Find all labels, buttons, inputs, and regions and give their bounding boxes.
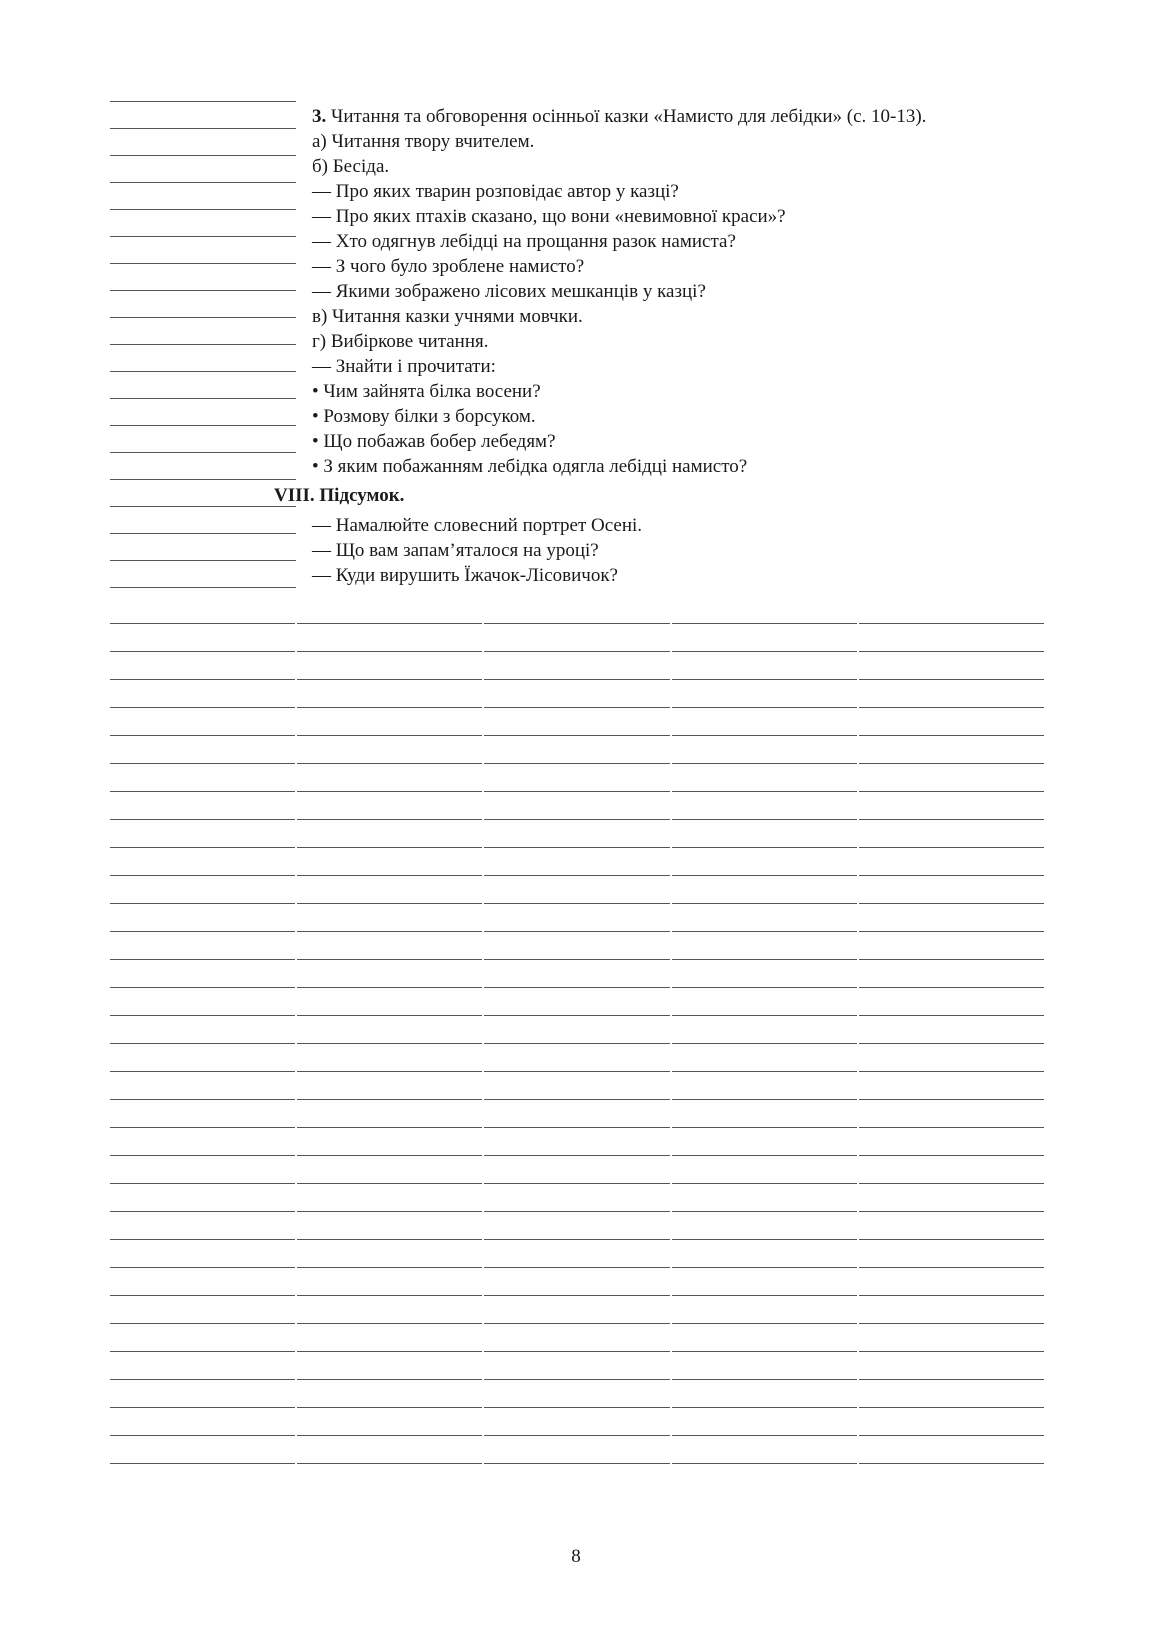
ruled-segment — [484, 875, 669, 876]
ruled-segment — [672, 1127, 857, 1128]
ruled-segment — [484, 791, 669, 792]
ruled-segment — [484, 903, 669, 904]
text-line: — З чого було зроблене намисто? — [312, 256, 585, 277]
ruled-segment — [672, 903, 857, 904]
ruled-segment — [484, 763, 669, 764]
ruled-segment — [672, 1435, 857, 1436]
ruled-segment — [484, 987, 669, 988]
ruled-segment — [297, 623, 482, 624]
ruled-segment — [859, 763, 1044, 764]
ruled-segment — [484, 1379, 669, 1380]
text-line: — Якими зображено лісових мешканців у казці? — [312, 281, 706, 302]
ruled-segment — [297, 903, 482, 904]
ruled-segment — [110, 959, 295, 960]
margin-rule — [110, 398, 296, 399]
margin-rule — [110, 263, 296, 264]
ruled-segment — [484, 1295, 669, 1296]
text-line: в) Читання казки учнями мовчки. — [312, 306, 583, 327]
ruled-segment — [297, 1295, 482, 1296]
ruled-segment — [297, 987, 482, 988]
ruled-segment — [297, 1435, 482, 1436]
ruled-segment — [484, 1435, 669, 1436]
ruled-segment — [672, 987, 857, 988]
ruled-segment — [672, 819, 857, 820]
ruled-segment — [110, 1407, 295, 1408]
ruled-segment — [110, 1099, 295, 1100]
ruled-segment — [110, 1155, 295, 1156]
margin-rule — [110, 317, 296, 318]
ruled-segment — [110, 651, 295, 652]
margin-rule — [110, 182, 296, 183]
ruled-segment — [110, 1379, 295, 1380]
ruled-segment — [859, 707, 1044, 708]
ruled-segment — [672, 1211, 857, 1212]
ruled-segment — [859, 1323, 1044, 1324]
ruled-line — [110, 1351, 1044, 1352]
ruled-segment — [859, 791, 1044, 792]
ruled-segment — [672, 931, 857, 932]
ruled-segment — [859, 1407, 1044, 1408]
ruled-segment — [859, 1267, 1044, 1268]
margin-rule — [110, 155, 296, 156]
ruled-segment — [859, 679, 1044, 680]
ruled-segment — [859, 735, 1044, 736]
ruled-segment — [110, 1183, 295, 1184]
ruled-segment — [297, 959, 482, 960]
ruled-line — [110, 1435, 1044, 1436]
ruled-line — [110, 875, 1044, 876]
ruled-segment — [859, 1435, 1044, 1436]
ruled-segment — [297, 1463, 482, 1464]
ruled-segment — [297, 707, 482, 708]
ruled-segment — [859, 875, 1044, 876]
ruled-segment — [859, 959, 1044, 960]
margin-notes-lines — [110, 101, 296, 614]
ruled-line — [110, 931, 1044, 932]
ruled-segment — [297, 791, 482, 792]
ruled-segment — [297, 1211, 482, 1212]
ruled-segment — [484, 1463, 669, 1464]
ruled-segment — [859, 1351, 1044, 1352]
ruled-segment — [297, 763, 482, 764]
margin-rule — [110, 236, 296, 237]
page-number: 8 — [571, 1546, 581, 1567]
ruled-segment — [110, 1071, 295, 1072]
ruled-segment — [297, 1183, 482, 1184]
ruled-segment — [297, 1239, 482, 1240]
ruled-segment — [859, 1015, 1044, 1016]
ruled-writing-area — [110, 623, 1044, 1491]
ruled-line — [110, 959, 1044, 960]
ruled-segment — [859, 987, 1044, 988]
ruled-line — [110, 651, 1044, 652]
ruled-segment — [859, 1071, 1044, 1072]
ruled-line — [110, 903, 1044, 904]
ruled-segment — [110, 1435, 295, 1436]
ruled-segment — [110, 819, 295, 820]
ruled-segment — [859, 1211, 1044, 1212]
ruled-segment — [110, 875, 295, 876]
text-line: — Про яких птахів сказано, що вони «невимовної краси»? — [312, 206, 786, 227]
ruled-segment — [859, 1379, 1044, 1380]
ruled-line — [110, 1295, 1044, 1296]
ruled-segment — [859, 1127, 1044, 1128]
ruled-segment — [110, 679, 295, 680]
ruled-segment — [110, 791, 295, 792]
ruled-segment — [484, 651, 669, 652]
ruled-segment — [297, 1407, 482, 1408]
ruled-segment — [672, 1295, 857, 1296]
ruled-segment — [297, 735, 482, 736]
ruled-segment — [672, 651, 857, 652]
ruled-segment — [297, 679, 482, 680]
ruled-line — [110, 1015, 1044, 1016]
ruled-segment — [484, 1183, 669, 1184]
margin-rule — [110, 533, 296, 534]
ruled-segment — [297, 1071, 482, 1072]
ruled-segment — [672, 1239, 857, 1240]
ruled-segment — [110, 1267, 295, 1268]
ruled-segment — [672, 1015, 857, 1016]
ruled-segment — [484, 1323, 669, 1324]
ruled-segment — [859, 1155, 1044, 1156]
ruled-segment — [672, 1407, 857, 1408]
ruled-segment — [672, 847, 857, 848]
margin-rule — [110, 452, 296, 453]
ruled-line — [110, 1043, 1044, 1044]
margin-rule — [110, 371, 296, 372]
item-number: 3. — [312, 106, 327, 127]
ruled-line — [110, 1267, 1044, 1268]
ruled-line — [110, 987, 1044, 988]
ruled-segment — [110, 1043, 295, 1044]
ruled-segment — [859, 819, 1044, 820]
ruled-segment — [672, 1267, 857, 1268]
ruled-segment — [110, 1239, 295, 1240]
ruled-segment — [672, 623, 857, 624]
margin-rule — [110, 344, 296, 345]
summary-line: — Намалюйте словесний портрет Осені. — [312, 515, 643, 536]
summary-line: — Що вам запам’яталося на уроці? — [312, 540, 599, 561]
text-line: • Чим зайнята білка восени? — [312, 381, 541, 402]
ruled-line — [110, 819, 1044, 820]
ruled-segment — [484, 1239, 669, 1240]
ruled-segment — [484, 1155, 669, 1156]
ruled-segment — [672, 1463, 857, 1464]
margin-rule — [110, 290, 296, 291]
ruled-segment — [110, 707, 295, 708]
ruled-segment — [672, 735, 857, 736]
ruled-segment — [672, 1183, 857, 1184]
ruled-line — [110, 1099, 1044, 1100]
ruled-segment — [297, 847, 482, 848]
ruled-segment — [672, 1379, 857, 1380]
text-line: — Про яких тварин розповідає автор у казці? — [312, 181, 679, 202]
ruled-line — [110, 1211, 1044, 1212]
ruled-segment — [297, 1351, 482, 1352]
ruled-segment — [110, 623, 295, 624]
section-heading: VIII. Підсумок. — [274, 485, 405, 506]
ruled-line — [110, 1407, 1044, 1408]
ruled-segment — [484, 1351, 669, 1352]
text-line: а) Читання твору вчителем. — [312, 131, 535, 152]
margin-rule — [110, 479, 296, 480]
margin-rule — [110, 425, 296, 426]
ruled-segment — [484, 847, 669, 848]
ruled-segment — [110, 1015, 295, 1016]
ruled-segment — [484, 1099, 669, 1100]
ruled-segment — [297, 1099, 482, 1100]
ruled-line — [110, 735, 1044, 736]
ruled-line — [110, 763, 1044, 764]
ruled-segment — [672, 1155, 857, 1156]
ruled-segment — [484, 1407, 669, 1408]
ruled-segment — [110, 1295, 295, 1296]
ruled-line — [110, 1183, 1044, 1184]
ruled-line — [110, 1463, 1044, 1464]
ruled-segment — [859, 1099, 1044, 1100]
ruled-line — [110, 1323, 1044, 1324]
ruled-segment — [484, 1071, 669, 1072]
ruled-segment — [110, 1127, 295, 1128]
ruled-segment — [672, 1323, 857, 1324]
ruled-segment — [672, 1351, 857, 1352]
margin-rule — [110, 506, 296, 507]
ruled-line — [110, 1127, 1044, 1128]
ruled-segment — [859, 1463, 1044, 1464]
ruled-segment — [672, 1043, 857, 1044]
ruled-segment — [484, 1127, 669, 1128]
ruled-segment — [859, 903, 1044, 904]
ruled-segment — [672, 707, 857, 708]
ruled-line — [110, 1071, 1044, 1072]
ruled-segment — [672, 763, 857, 764]
ruled-segment — [484, 679, 669, 680]
ruled-segment — [484, 623, 669, 624]
ruled-line — [110, 791, 1044, 792]
text-line: • Що побажав бобер лебедям? — [312, 431, 556, 452]
ruled-line — [110, 623, 1044, 624]
ruled-line — [110, 707, 1044, 708]
text-line: • З яким побажанням лебідка одягла лебідці намисто? — [312, 456, 748, 477]
text-line: г) Вибіркове читання. — [312, 331, 489, 352]
text-line: • Розмову білки з борсуком. — [312, 406, 536, 427]
ruled-segment — [110, 1323, 295, 1324]
ruled-segment — [297, 1043, 482, 1044]
ruled-segment — [484, 1043, 669, 1044]
ruled-segment — [110, 1463, 295, 1464]
ruled-line — [110, 847, 1044, 848]
ruled-segment — [859, 847, 1044, 848]
ruled-segment — [672, 1099, 857, 1100]
ruled-segment — [859, 931, 1044, 932]
ruled-segment — [297, 1155, 482, 1156]
ruled-segment — [297, 819, 482, 820]
ruled-segment — [110, 1211, 295, 1212]
ruled-segment — [297, 1267, 482, 1268]
ruled-segment — [110, 931, 295, 932]
text-line: — Знайти і прочитати: — [312, 356, 496, 377]
ruled-segment — [484, 1267, 669, 1268]
ruled-segment — [297, 651, 482, 652]
ruled-segment — [859, 1183, 1044, 1184]
ruled-segment — [859, 1295, 1044, 1296]
ruled-segment — [110, 987, 295, 988]
ruled-segment — [672, 679, 857, 680]
ruled-line — [110, 1379, 1044, 1380]
ruled-segment — [859, 623, 1044, 624]
margin-rule — [110, 560, 296, 561]
ruled-segment — [297, 1015, 482, 1016]
lesson-text — [274, 104, 1052, 588]
ruled-segment — [484, 735, 669, 736]
ruled-segment — [110, 763, 295, 764]
ruled-segment — [297, 875, 482, 876]
ruled-segment — [110, 1351, 295, 1352]
text-line: — Хто одягнув лебідці на прощання разок намиста? — [312, 231, 736, 252]
ruled-segment — [484, 707, 669, 708]
ruled-segment — [672, 875, 857, 876]
ruled-segment — [859, 1239, 1044, 1240]
ruled-segment — [672, 1071, 857, 1072]
ruled-segment — [297, 1323, 482, 1324]
ruled-segment — [297, 1127, 482, 1128]
ruled-segment — [484, 931, 669, 932]
ruled-segment — [672, 959, 857, 960]
ruled-segment — [859, 1043, 1044, 1044]
ruled-segment — [484, 1015, 669, 1016]
item-title-text: Читання та обговорення осінньої казки «Намисто для лебідки» (с. 10-13). — [326, 106, 927, 127]
ruled-segment — [484, 959, 669, 960]
ruled-segment — [297, 931, 482, 932]
ruled-segment — [110, 847, 295, 848]
ruled-segment — [484, 1211, 669, 1212]
margin-rule — [110, 101, 296, 102]
ruled-segment — [110, 735, 295, 736]
ruled-segment — [484, 819, 669, 820]
margin-rule — [110, 587, 296, 588]
summary-line: — Куди вирушить Їжачок-Лісовичок? — [312, 565, 618, 586]
item-3-title — [312, 104, 1052, 129]
margin-rule — [110, 128, 296, 129]
margin-rule — [110, 209, 296, 210]
ruled-line — [110, 679, 1044, 680]
ruled-line — [110, 1239, 1044, 1240]
ruled-line — [110, 1155, 1044, 1156]
ruled-segment — [859, 651, 1044, 652]
ruled-segment — [672, 791, 857, 792]
ruled-segment — [297, 1379, 482, 1380]
ruled-segment — [110, 903, 295, 904]
text-line: б) Бесіда. — [312, 156, 390, 177]
